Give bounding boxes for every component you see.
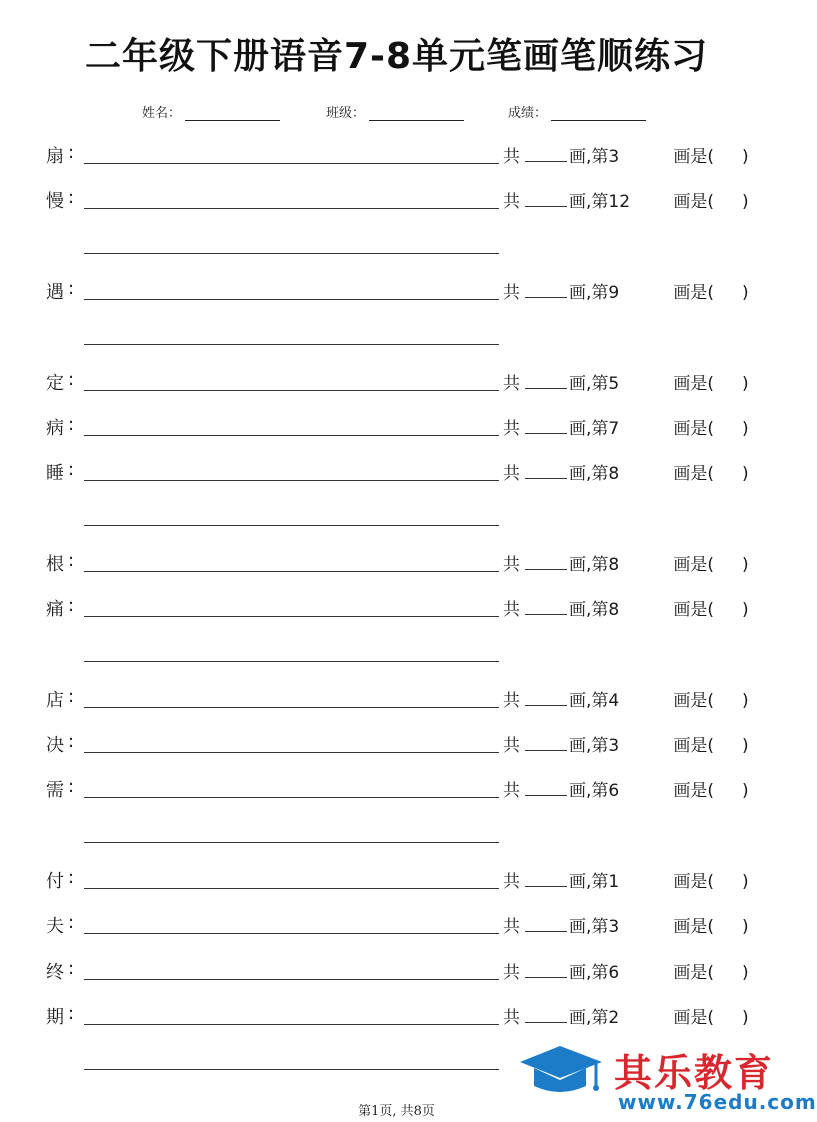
continuation-line[interactable] xyxy=(84,253,499,254)
class-blank[interactable] xyxy=(369,119,464,121)
total-label: 共 xyxy=(503,464,520,484)
exercise-row xyxy=(0,865,793,893)
answer-close-paren: ) xyxy=(742,464,749,484)
answer-close-paren: ) xyxy=(742,283,749,303)
total-strokes-blank[interactable] xyxy=(525,279,567,298)
stroke-index xyxy=(591,731,673,756)
stroke-index xyxy=(591,776,673,801)
stroke-label: 画, xyxy=(569,374,592,394)
answer-close-paren: ) xyxy=(742,555,749,575)
stroke-question xyxy=(503,459,749,484)
di-label: 第 xyxy=(591,691,609,711)
stroke-order-line[interactable] xyxy=(84,888,499,889)
continuation-line[interactable] xyxy=(84,842,499,843)
total-label: 共 xyxy=(503,600,520,620)
stroke-number: 7 xyxy=(608,419,620,439)
stroke-number: 8 xyxy=(608,464,620,484)
exercise-row xyxy=(0,774,793,802)
stroke-is-label: 画是( xyxy=(673,147,715,167)
total-label: 共 xyxy=(503,283,520,303)
stroke-order-line[interactable] xyxy=(84,616,499,617)
stroke-question xyxy=(503,187,749,212)
stroke-label: 画, xyxy=(569,963,592,983)
answer-close-paren: ) xyxy=(742,872,749,892)
class-field xyxy=(326,102,464,120)
total-label: 共 xyxy=(503,555,520,575)
continuation-line[interactable] xyxy=(84,344,499,345)
colon: : xyxy=(68,958,75,979)
stroke-is-label: 画是( xyxy=(673,1008,715,1028)
name-label: 姓名： xyxy=(142,106,182,121)
di-label: 第 xyxy=(591,917,609,937)
total-strokes-blank[interactable] xyxy=(525,551,567,570)
total-label: 共 xyxy=(503,781,520,801)
stroke-number: 2 xyxy=(608,1008,620,1028)
di-label: 第 xyxy=(591,147,609,167)
score-field xyxy=(508,102,646,120)
stroke-label: 画, xyxy=(569,555,592,575)
di-label: 第 xyxy=(591,963,609,983)
exercise-row xyxy=(0,367,793,395)
target-character: 病 xyxy=(46,418,64,439)
target-character: 扇 xyxy=(46,146,64,167)
name-blank[interactable] xyxy=(185,119,280,121)
stroke-order-line[interactable] xyxy=(84,163,499,164)
score-label: 成绩： xyxy=(508,106,548,121)
di-label: 第 xyxy=(591,464,609,484)
di-label: 第 xyxy=(591,781,609,801)
stroke-number: 3 xyxy=(608,917,620,937)
target-character: 定 xyxy=(46,373,64,394)
total-strokes-blank[interactable] xyxy=(525,596,567,615)
target-character: 夫 xyxy=(46,916,64,937)
stroke-index xyxy=(591,867,673,892)
di-label: 第 xyxy=(591,600,609,620)
stroke-question xyxy=(503,550,749,575)
stroke-question xyxy=(503,731,749,756)
answer-close-paren: ) xyxy=(742,419,749,439)
target-character: 痛 xyxy=(46,599,64,620)
stroke-question xyxy=(503,1003,749,1028)
stroke-number: 1 xyxy=(608,872,620,892)
answer-close-paren: ) xyxy=(742,781,749,801)
score-blank[interactable] xyxy=(551,119,646,121)
exercise-row xyxy=(0,276,793,304)
answer-close-paren: ) xyxy=(742,1008,749,1028)
stroke-number: 6 xyxy=(608,781,620,801)
stroke-order-line[interactable] xyxy=(84,752,499,753)
target-character: 遇 xyxy=(46,282,64,303)
stroke-question xyxy=(503,686,749,711)
stroke-index xyxy=(591,414,673,439)
stroke-index xyxy=(591,595,673,620)
total-label: 共 xyxy=(503,192,520,212)
total-strokes-blank[interactable] xyxy=(525,1004,567,1023)
stroke-number: 3 xyxy=(608,736,620,756)
stroke-index xyxy=(591,912,673,937)
total-strokes-blank[interactable] xyxy=(525,188,567,207)
total-label: 共 xyxy=(503,963,520,983)
stroke-number: 9 xyxy=(608,283,620,303)
stroke-is-label: 画是( xyxy=(673,600,715,620)
colon: : xyxy=(68,187,75,208)
total-strokes-blank[interactable] xyxy=(525,868,567,887)
stroke-index xyxy=(591,278,673,303)
logo-url[interactable]: www.76edu.com xyxy=(618,1090,817,1114)
stroke-is-label: 画是( xyxy=(673,872,715,892)
di-label: 第 xyxy=(591,555,609,575)
di-label: 第 xyxy=(591,419,609,439)
stroke-number: 8 xyxy=(608,555,620,575)
stroke-question xyxy=(503,278,749,303)
colon: : xyxy=(68,142,75,163)
stroke-question xyxy=(503,776,749,801)
stroke-order-line[interactable] xyxy=(84,979,499,980)
continuation-line[interactable] xyxy=(84,525,499,526)
stroke-question xyxy=(503,912,749,937)
continuation-line[interactable] xyxy=(84,661,499,662)
answer-close-paren: ) xyxy=(742,192,749,212)
stroke-order-line[interactable] xyxy=(84,208,499,209)
target-character: 期 xyxy=(46,1007,64,1028)
total-strokes-blank[interactable] xyxy=(525,143,567,162)
answer-close-paren: ) xyxy=(742,147,749,167)
colon: : xyxy=(68,1003,75,1024)
exercise-row xyxy=(0,412,793,440)
logo-name: 其乐教育 xyxy=(614,1051,775,1095)
total-strokes-blank[interactable] xyxy=(525,370,567,389)
stroke-question xyxy=(503,142,749,167)
colon: : xyxy=(68,459,75,480)
stroke-number: 6 xyxy=(608,963,620,983)
stroke-is-label: 画是( xyxy=(673,963,715,983)
exercise-row xyxy=(0,684,793,712)
exercise-row xyxy=(0,548,793,576)
stroke-label: 画, xyxy=(569,872,592,892)
stroke-question xyxy=(503,867,749,892)
answer-close-paren: ) xyxy=(742,963,749,983)
target-character: 根 xyxy=(46,554,64,575)
exercise-row xyxy=(0,140,793,168)
stroke-label: 画, xyxy=(569,1008,592,1028)
total-label: 共 xyxy=(503,1008,520,1028)
stroke-number: 3 xyxy=(608,147,620,167)
stroke-label: 画, xyxy=(569,192,592,212)
total-label: 共 xyxy=(503,147,520,167)
stroke-order-line[interactable] xyxy=(84,390,499,391)
total-strokes-blank[interactable] xyxy=(525,913,567,932)
stroke-index xyxy=(591,550,673,575)
stroke-is-label: 画是( xyxy=(673,781,715,801)
stroke-question xyxy=(503,595,749,620)
stroke-is-label: 画是( xyxy=(673,917,715,937)
total-strokes-blank[interactable] xyxy=(525,415,567,434)
stroke-label: 画, xyxy=(569,600,592,620)
colon: : xyxy=(68,369,75,390)
di-label: 第 xyxy=(591,374,609,394)
stroke-label: 画, xyxy=(569,736,592,756)
stroke-is-label: 画是( xyxy=(673,419,715,439)
exercise-row xyxy=(0,185,793,213)
di-label: 第 xyxy=(591,1008,609,1028)
total-label: 共 xyxy=(503,419,520,439)
stroke-order-line[interactable] xyxy=(84,480,499,481)
target-character: 慢 xyxy=(46,191,64,212)
colon: : xyxy=(68,550,75,571)
stroke-index xyxy=(591,187,673,212)
exercise-row xyxy=(0,593,793,621)
total-label: 共 xyxy=(503,691,520,711)
total-label: 共 xyxy=(503,374,520,394)
target-character: 终 xyxy=(46,962,64,983)
stroke-is-label: 画是( xyxy=(673,691,715,711)
di-label: 第 xyxy=(591,872,609,892)
page-footer: 第1页, 共8页 xyxy=(358,1104,435,1119)
total-strokes-blank[interactable] xyxy=(525,732,567,751)
stroke-number: 8 xyxy=(608,600,620,620)
stroke-label: 画, xyxy=(569,147,592,167)
stroke-is-label: 画是( xyxy=(673,736,715,756)
colon: : xyxy=(68,867,75,888)
stroke-index xyxy=(591,459,673,484)
class-label: 班级： xyxy=(326,106,366,121)
colon: : xyxy=(68,686,75,707)
stroke-label: 画, xyxy=(569,464,592,484)
stroke-index xyxy=(591,686,673,711)
page-title: 二年级下册语音7-8单元笔画笔顺练习 xyxy=(84,36,709,77)
stroke-index xyxy=(591,958,673,983)
total-strokes-blank[interactable] xyxy=(525,687,567,706)
answer-close-paren: ) xyxy=(742,374,749,394)
stroke-label: 画, xyxy=(569,781,592,801)
target-character: 付 xyxy=(46,871,64,892)
stroke-question xyxy=(503,369,749,394)
answer-close-paren: ) xyxy=(742,736,749,756)
stroke-order-line[interactable] xyxy=(84,299,499,300)
stroke-is-label: 画是( xyxy=(673,464,715,484)
stroke-is-label: 画是( xyxy=(673,192,715,212)
stroke-number: 4 xyxy=(608,691,620,711)
colon: : xyxy=(68,912,75,933)
stroke-is-label: 画是( xyxy=(673,283,715,303)
stroke-is-label: 画是( xyxy=(673,555,715,575)
target-character: 睡 xyxy=(46,463,64,484)
colon: : xyxy=(68,595,75,616)
total-label: 共 xyxy=(503,872,520,892)
stroke-number: 5 xyxy=(608,374,620,394)
di-label: 第 xyxy=(591,283,609,303)
stroke-is-label: 画是( xyxy=(673,374,715,394)
total-strokes-blank[interactable] xyxy=(525,959,567,978)
total-strokes-blank[interactable] xyxy=(525,777,567,796)
exercise-row xyxy=(0,1001,793,1029)
stroke-label: 画, xyxy=(569,283,592,303)
exercise-row xyxy=(0,956,793,984)
colon: : xyxy=(68,776,75,797)
continuation-line[interactable] xyxy=(84,1069,499,1070)
stroke-label: 画, xyxy=(569,691,592,711)
stroke-number: 12 xyxy=(608,192,631,212)
answer-close-paren: ) xyxy=(742,600,749,620)
stroke-question xyxy=(503,414,749,439)
total-label: 共 xyxy=(503,917,520,937)
di-label: 第 xyxy=(591,736,609,756)
di-label: 第 xyxy=(591,192,609,212)
name-field xyxy=(142,102,280,120)
stroke-index xyxy=(591,1003,673,1028)
stroke-label: 画, xyxy=(569,419,592,439)
stroke-order-line[interactable] xyxy=(84,933,499,934)
stroke-index xyxy=(591,369,673,394)
colon: : xyxy=(68,731,75,752)
stroke-question xyxy=(503,958,749,983)
exercise-row xyxy=(0,729,793,757)
exercise-row xyxy=(0,457,793,485)
colon: : xyxy=(68,278,75,299)
total-strokes-blank[interactable] xyxy=(525,460,567,479)
answer-close-paren: ) xyxy=(742,691,749,711)
stroke-order-line[interactable] xyxy=(84,571,499,572)
stroke-order-line[interactable] xyxy=(84,707,499,708)
stroke-label: 画, xyxy=(569,917,592,937)
stroke-order-line[interactable] xyxy=(84,435,499,436)
exercise-row xyxy=(0,910,793,938)
stroke-order-line[interactable] xyxy=(84,1024,499,1025)
target-character: 店 xyxy=(46,690,64,711)
total-label: 共 xyxy=(503,736,520,756)
stroke-order-line[interactable] xyxy=(84,797,499,798)
target-character: 需 xyxy=(46,780,64,801)
answer-close-paren: ) xyxy=(742,917,749,937)
target-character: 决 xyxy=(46,735,64,756)
stroke-index xyxy=(591,142,673,167)
colon: : xyxy=(68,414,75,435)
